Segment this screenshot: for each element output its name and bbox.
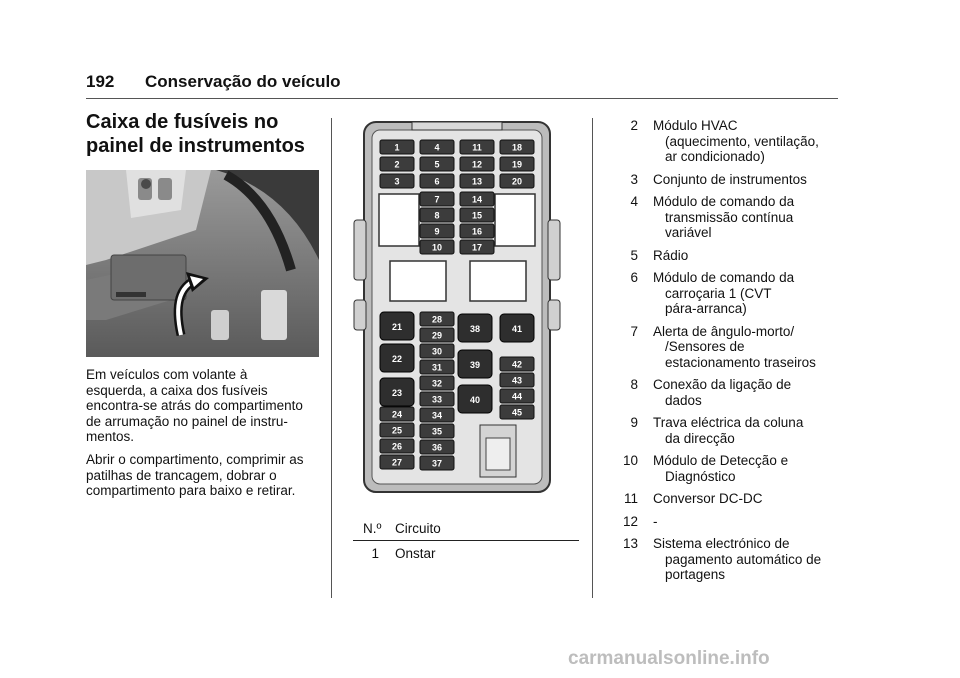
fuse-circuit	[653, 377, 828, 408]
fuse-number: 12	[622, 513, 638, 529]
table-row	[610, 194, 840, 241]
fuse-number: 2	[630, 118, 638, 133]
fuse-box-diagram	[352, 120, 562, 500]
fuse-label: 9	[434, 226, 440, 237]
section-title-line: painel de instrumentos	[86, 135, 305, 157]
fuse-number: 11	[623, 491, 638, 506]
fuse-slot	[500, 140, 534, 154]
text-line: de arrumação no painel de instru-	[86, 413, 288, 429]
table-row	[610, 536, 840, 583]
fuse-label: 35	[431, 426, 443, 437]
fuse-label: 23	[391, 388, 403, 398]
page-number: 192	[86, 72, 115, 91]
fuse-label: 7	[434, 194, 440, 205]
header-rule	[86, 98, 838, 99]
fuse-slot	[500, 405, 534, 419]
table-header-number: N.º	[363, 521, 382, 536]
fuse-label: 36	[431, 442, 443, 453]
watermark: carmanualsonline.info	[568, 648, 770, 669]
fuse-slot	[460, 192, 494, 206]
fuse-slot	[380, 439, 414, 453]
fuse-slot	[460, 140, 494, 154]
fuse-slot	[420, 140, 454, 154]
fuse-slot	[380, 140, 414, 154]
fuse-label: 37	[431, 458, 443, 469]
table-row	[610, 491, 840, 507]
fuse-label: 19	[511, 159, 523, 170]
circuit-line: Módulo de comando da	[653, 194, 795, 209]
text-line: mentos.	[86, 429, 135, 444]
fuse-label: 26	[391, 441, 403, 452]
fuse-label: 8	[434, 210, 440, 221]
fuse-label: 28	[431, 314, 443, 325]
fuse-circuit	[653, 194, 828, 241]
circuit-line: da direcção	[665, 430, 735, 446]
instrument-panel-photo	[86, 170, 319, 357]
fuse-circuit	[653, 248, 828, 264]
fuse-slot	[500, 373, 534, 387]
circuit-line: Alerta de ângulo-morto/	[653, 323, 795, 339]
text-line: Abrir o compartimento, comprimir as	[86, 452, 304, 467]
fuse-circuit	[653, 415, 828, 446]
fuse-slot	[420, 224, 454, 238]
fuse-slot	[500, 357, 534, 371]
fuse-number: 9	[630, 415, 638, 430]
fuse-slot	[420, 312, 454, 326]
table-row	[610, 377, 840, 408]
maxi-fuse	[458, 385, 492, 413]
circuit-line: pagamento automático de	[665, 551, 822, 567]
fuse-number: 6	[630, 270, 638, 285]
fuse-circuit	[653, 536, 828, 583]
table-row	[610, 453, 840, 484]
maxi-fuse	[380, 378, 414, 406]
table-row-number: 1	[371, 546, 379, 561]
circuit-line: carroçaria 1 (CVT	[665, 285, 772, 301]
fuse-label: 22	[391, 354, 403, 364]
fuse-slot	[420, 376, 454, 390]
fuse-slot	[420, 424, 454, 438]
fuse-slot	[460, 157, 494, 171]
fuse-label: 16	[471, 226, 483, 237]
fuse-number: 3	[630, 171, 638, 187]
page-header-title: Conservação do veículo	[145, 72, 341, 91]
fuse-label: 4	[434, 142, 440, 153]
fuse-slot	[500, 157, 534, 171]
fuse-slot	[420, 360, 454, 374]
fuse-number: 10	[622, 453, 638, 468]
circuit-line: Sistema electrónico de	[653, 536, 790, 551]
fuse-label: 3	[394, 176, 400, 187]
circuit-line: ar condicionado)	[665, 149, 765, 164]
fuse-label: 25	[391, 425, 403, 436]
table-row-circuit: Onstar	[395, 546, 436, 561]
fuse-number: 7	[630, 323, 638, 339]
circuit-line: Módulo de comando da	[653, 270, 795, 285]
fuse-slot	[420, 392, 454, 406]
maxi-fuse	[500, 314, 534, 342]
fuse-circuit	[653, 118, 828, 165]
fuse-label: 30	[431, 346, 443, 357]
section-title-line: Caixa de fusíveis no	[86, 111, 279, 133]
fuse-label: 21	[391, 322, 403, 332]
paragraph-instructions	[86, 452, 322, 499]
fuse-slot	[420, 440, 454, 454]
table-row	[610, 248, 840, 264]
table-header-circuit: Circuito	[395, 521, 441, 536]
fuse-slot	[380, 174, 414, 188]
circuit-line: Rádio	[653, 247, 689, 263]
fuse-slot	[380, 423, 414, 437]
fuse-label: 18	[511, 142, 523, 153]
circuit-line: pára-arranca)	[665, 301, 747, 316]
circuit-line: transmissão contínua	[665, 209, 794, 225]
circuit-line: Módulo de Detecção e	[653, 453, 789, 468]
circuit-line: Conversor DC-DC	[653, 491, 763, 506]
fuse-slot	[420, 157, 454, 171]
fuse-label: 38	[469, 324, 481, 334]
column-divider	[331, 118, 332, 598]
fuse-label: 5	[434, 159, 440, 170]
fuse-slot	[460, 224, 494, 238]
fuse-slot	[380, 407, 414, 421]
fuse-number: 13	[622, 536, 638, 551]
fuse-label: 11	[472, 142, 482, 153]
fuse-label: 34	[431, 410, 443, 421]
fuse-label: 42	[511, 359, 523, 370]
circuit-line: portagens	[665, 567, 726, 582]
fuse-label: 6	[434, 176, 440, 187]
circuit-line: (aquecimento, ventilação,	[665, 133, 819, 149]
maxi-fuse	[458, 350, 492, 378]
table-row	[610, 415, 840, 446]
fuse-label: 15	[471, 210, 483, 221]
fuse-number: 8	[630, 377, 638, 392]
table-row	[610, 118, 840, 165]
circuit-line: dados	[665, 392, 702, 408]
fuse-circuit	[653, 514, 828, 530]
circuit-line: -	[653, 513, 658, 529]
fuse-label: 44	[511, 391, 523, 402]
circuit-line: Trava eléctrica da coluna	[653, 415, 804, 430]
fuse-circuit	[653, 270, 828, 317]
table-header-rule	[353, 540, 579, 541]
fuse-label: 13	[471, 176, 483, 187]
fuse-label: 27	[391, 457, 403, 468]
maxi-fuse	[458, 314, 492, 342]
fuse-slot	[420, 192, 454, 206]
fuse-circuit	[653, 453, 828, 484]
text-line: compartimento para baixo e retirar.	[86, 483, 296, 498]
column-divider	[592, 118, 593, 598]
text-line: patilhas de trancagem, dobrar o	[86, 467, 277, 483]
fuse-circuit-list	[610, 118, 840, 590]
fuse-number: 5	[630, 247, 638, 263]
text-line: Em veículos com volante à	[86, 367, 248, 382]
table-row	[610, 514, 840, 530]
fuse-label: 33	[431, 394, 443, 405]
fuse-slot	[500, 174, 534, 188]
fuse-label: 14	[471, 194, 483, 205]
circuit-line: estacionamento traseiros	[665, 354, 816, 370]
fuse-circuit	[653, 324, 828, 371]
circuit-line: /Sensores de	[665, 339, 745, 354]
fuse-slot	[460, 208, 494, 222]
fuse-slot	[420, 456, 454, 470]
fuse-slot	[420, 344, 454, 358]
text-line: encontra-se atrás do compartimento	[86, 398, 303, 413]
maxi-fuse	[380, 344, 414, 372]
fuse-label: 20	[511, 176, 523, 187]
fuse-label: 32	[431, 378, 443, 389]
fuse-slot	[420, 208, 454, 222]
fuse-label: 10	[431, 242, 443, 253]
fuse-slot	[380, 455, 414, 469]
fuse-slot	[420, 174, 454, 188]
fuse-slot	[460, 174, 494, 188]
fuse-label: 17	[471, 242, 483, 253]
paragraph-location	[86, 367, 322, 445]
fuse-label: 40	[469, 395, 481, 405]
fuse-number: 4	[630, 194, 638, 209]
fuse-slot	[420, 408, 454, 422]
fuse-label: 39	[469, 360, 481, 370]
table-row	[610, 172, 840, 188]
text-line: esquerda, a caixa dos fusíveis	[86, 382, 268, 398]
fuse-slot	[420, 240, 454, 254]
fuse-label: 24	[391, 409, 403, 420]
circuit-line: Conexão da ligação de	[653, 377, 792, 392]
circuit-line: Diagnóstico	[665, 468, 736, 484]
fuse-label: 41	[511, 324, 523, 334]
circuit-line: Módulo HVAC	[653, 118, 738, 133]
fuse-label: 31	[431, 362, 443, 373]
fuse-slot	[460, 240, 494, 254]
fuse-slot	[500, 389, 534, 403]
fuse-slot	[380, 157, 414, 171]
fuse-label: 1	[394, 142, 400, 153]
fuse-circuit	[653, 491, 828, 507]
fuse-label: 45	[511, 407, 523, 418]
fuse-label: 12	[471, 159, 483, 170]
circuit-line: Conjunto de instrumentos	[653, 171, 807, 187]
fuse-slot	[420, 328, 454, 342]
maxi-fuse	[380, 312, 414, 340]
table-row	[610, 270, 840, 317]
section-title	[86, 110, 326, 158]
circuit-line: variável	[665, 225, 712, 240]
table-row	[610, 324, 840, 371]
fuse-label: 29	[431, 330, 443, 341]
fuse-label: 2	[394, 159, 400, 170]
fuse-label: 43	[511, 375, 523, 386]
fuse-circuit	[653, 172, 828, 188]
